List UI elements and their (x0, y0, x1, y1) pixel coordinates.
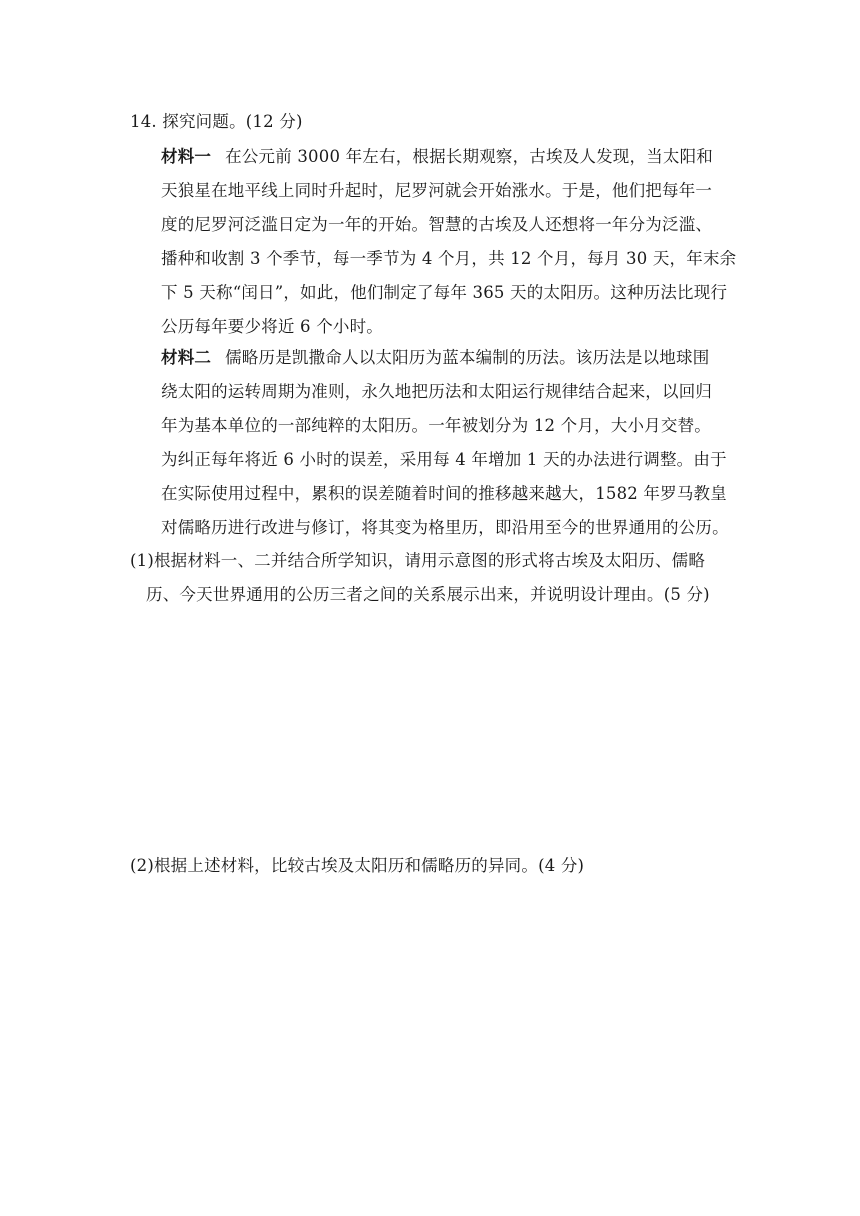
material1-line-5: 下 5 天称“闰日”，如此，他们制定了每年 365 天的太阳历。这种历法比现行 (161, 283, 728, 302)
material2-line-2: 绕太阳的运转周期为准则，永久地把历法和太阳运行规律结合起来，以回归 (161, 382, 713, 401)
material1-line-2: 天狼星在地平线上同时升起时，尼罗河就会开始涨水。于是，他们把每年一 (161, 181, 713, 200)
material1-line-1 (161, 147, 713, 167)
material2-line-6: 对儒略历进行改进与修订，将其变为格里历，即沿用至今的世界通用的公历。 (161, 518, 729, 537)
material1-label: 材料一 (161, 147, 212, 166)
material1-line-3: 度的尼罗河泛滥日定为一年的开始。智慧的古埃及人还想将一年分为泛滥、 (161, 215, 713, 234)
material2-text: 儒略历是凯撒命人以太阳历为蓝本编制的历法。该历法是以地球围 (225, 348, 710, 367)
subquestion-2: (2)根据上述材料，比较古埃及太阳历和儒略历的异同。(4 分) (130, 856, 585, 875)
material1-line-6: 公历每年要少将近 6 个小时。 (161, 317, 383, 336)
material1-text: 在公元前 3000 年左右，根据长期观察，古埃及人发现，当太阳和 (225, 147, 713, 166)
material2-line-3: 年为基本单位的一部纯粹的太阳历。一年被划分为 12 个月，大小月交替。 (161, 416, 711, 435)
subquestion-1-line-1: (1)根据材料一、二并结合所学知识，请用示意图的形式将古埃及太阳历、儒略 (130, 551, 706, 570)
material2-line-1 (161, 348, 709, 368)
question-title: 14. 探究问题。(12 分) (130, 112, 303, 131)
material2-line-4: 为纠正每年将近 6 小时的误差，采用每 4 年增加 1 天的办法进行调整。由于 (161, 450, 727, 469)
subquestion-1-line-2: 历、今天世界通用的公历三者之间的关系展示出来，并说明设计理由。(5 分) (146, 585, 710, 604)
material2-line-5: 在实际使用过程中，累积的误差随着时间的推移越来越大，1582 年罗马教皇 (161, 484, 727, 503)
material2-label: 材料二 (161, 348, 212, 367)
material1-line-4: 播种和收割 3 个季节，每一季节为 4 个月，共 12 个月，每月 30 天，年末余 (161, 249, 737, 268)
